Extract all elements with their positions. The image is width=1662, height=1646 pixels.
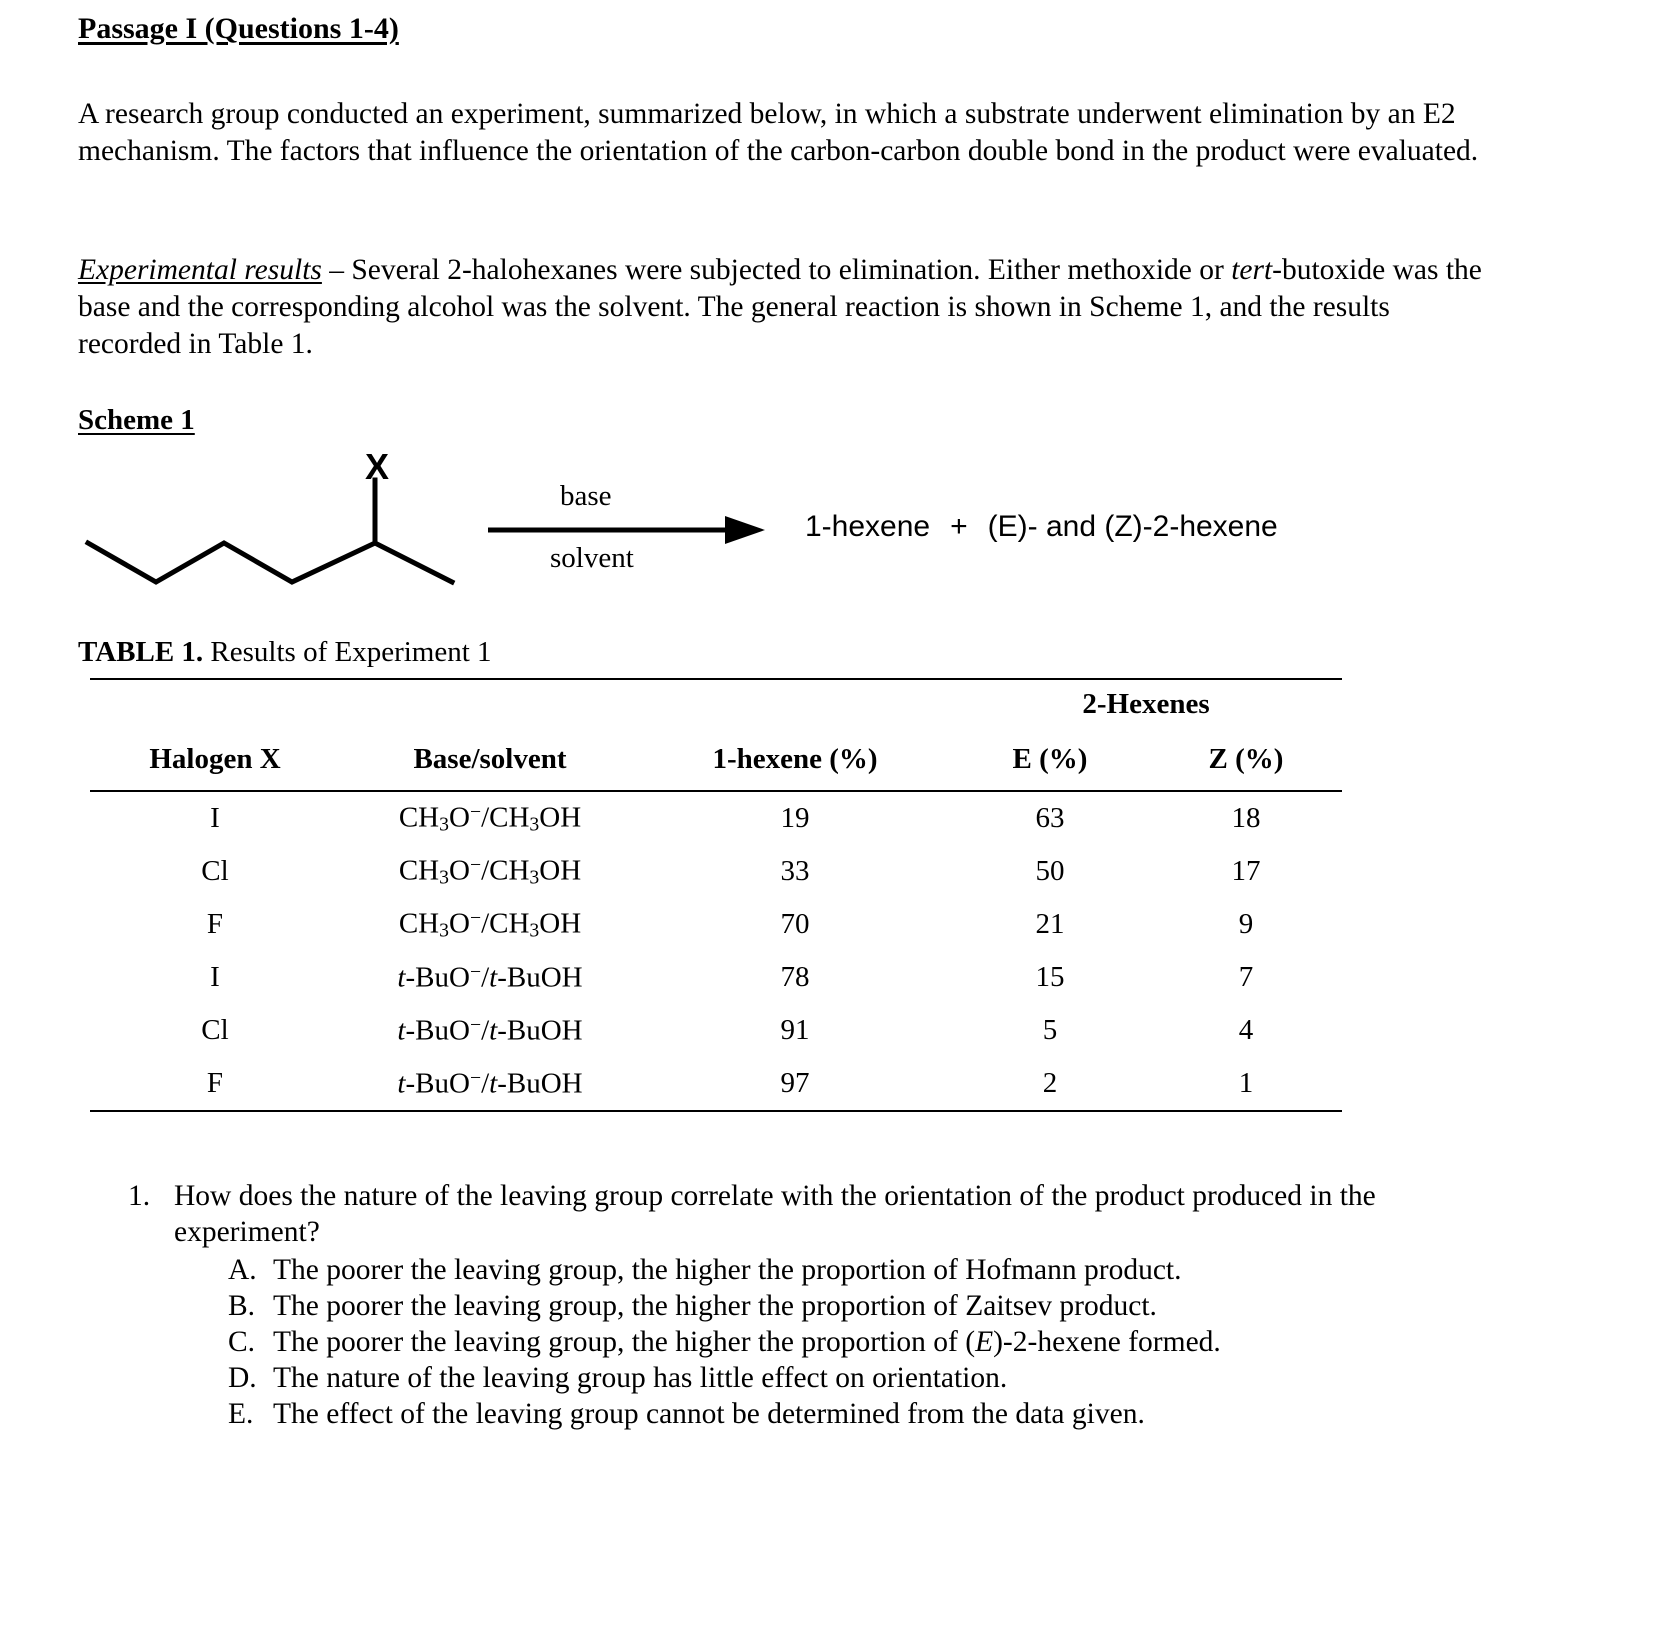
cell-z-pct: 18 — [1231, 802, 1261, 834]
table-body — [90, 791, 1342, 1111]
arrow-base-label: base — [560, 480, 612, 512]
arrow-solvent-label: solvent — [550, 542, 634, 574]
column-header-z-pct: Z (%) — [1150, 728, 1342, 791]
answer-option-text: The poorer the leaving group, the higher the proportion of Hofmann product. — [273, 1254, 1182, 1286]
product-1-hexene: 1-hexene — [805, 510, 931, 543]
table-row — [90, 1057, 1342, 1111]
cell-base-solvent: t-BuO−/t-BuOH — [397, 960, 583, 994]
intro-paragraph: A research group conducted an experiment, summarized below, in which a substrate underwent elimination by an E2 mechanism. The factors that influence the orientation of the carbon-carbon double bond in the product were evaluated. — [78, 98, 1479, 167]
answer-option[interactable] — [228, 1324, 1488, 1360]
group-header-2-hexenes: 2-Hexenes — [950, 679, 1342, 728]
cell-z-pct: 4 — [1238, 1014, 1254, 1046]
cell-1-hexene-pct: 78 — [780, 961, 810, 993]
table-row — [90, 845, 1342, 898]
results-rest-text: butoxide was the base and the corresponding alcohol was the solvent. The general reaction is shown in Scheme 1, and the results recorded in Table 1. — [78, 254, 1482, 360]
scheme-1-figure — [70, 440, 1490, 605]
reaction-arrow — [488, 516, 765, 544]
halogen-x-label: X — [365, 446, 390, 487]
cell-halogen: I — [210, 961, 220, 993]
tert-italic: tert- — [1231, 254, 1282, 286]
experimental-results-paragraph — [78, 252, 1488, 363]
answer-option-letter: D. — [228, 1362, 257, 1394]
table-row — [90, 791, 1342, 845]
column-header-e-pct: E (%) — [950, 728, 1150, 791]
substrate-skeleton — [88, 480, 452, 582]
cell-e-pct: 21 — [1035, 908, 1065, 940]
answer-option-text: The poorer the leaving group, the higher the proportion of (E)-2-hexene formed. — [273, 1326, 1221, 1358]
cell-e-pct: 63 — [1035, 802, 1065, 834]
cell-base-solvent: t-BuO−/t-BuOH — [397, 1013, 583, 1047]
column-header-1-hexene: 1-hexene (%) — [640, 728, 950, 791]
cell-e-pct: 2 — [950, 1057, 1150, 1111]
question-text: How does the nature of the leaving group correlate with the orientation of the product produced in the experiment? — [174, 1180, 1376, 1248]
cell-base-solvent: $CH_3O^-/CH_3OH$ — [398, 800, 582, 836]
table-head — [90, 679, 1342, 791]
table-caption-bold: TABLE 1. — [78, 636, 204, 668]
cell-z-pct: 7 — [1238, 961, 1254, 993]
cell-halogen: Cl — [201, 855, 229, 887]
cell-halogen: F — [90, 1057, 340, 1111]
table-row — [90, 1004, 1342, 1057]
cell-1-hexene-pct: 97 — [640, 1057, 950, 1111]
cell-halogen: F — [206, 908, 224, 940]
table-column-header-row — [90, 728, 1342, 791]
answer-option-letter: A. — [228, 1254, 257, 1286]
question-block — [128, 1178, 1488, 1432]
table-group-header-row — [90, 679, 1342, 728]
table-row — [90, 951, 1342, 1004]
cell-e-pct: 5 — [1042, 1014, 1058, 1046]
table-row — [90, 898, 1342, 951]
question-number: 1. — [128, 1180, 151, 1212]
column-header-base-solvent: Base/solvent — [340, 728, 640, 791]
scheme-title: Scheme 1 — [78, 404, 195, 436]
cell-z-pct: 1 — [1150, 1057, 1342, 1111]
table-caption — [78, 636, 492, 669]
answer-options-list — [228, 1252, 1488, 1432]
column-header-halogen: Halogen X — [90, 728, 340, 791]
cell-base-solvent: $CH_3O^-/CH_3OH$ — [398, 906, 582, 942]
cell-e-pct: 50 — [1035, 855, 1065, 887]
cell-1-hexene-pct: 91 — [780, 1014, 810, 1046]
answer-option[interactable] — [228, 1396, 1488, 1432]
page-title: Passage I (Questions 1-4) — [78, 12, 399, 45]
cell-halogen: Cl — [201, 1014, 229, 1046]
answer-option-letter: C. — [228, 1326, 256, 1358]
experimental-results-label: Experimental results — [78, 254, 322, 286]
product-2-hexenes: (E)- and (Z)-2-hexene — [987, 510, 1278, 543]
products-text — [805, 510, 1278, 544]
answer-option[interactable] — [228, 1252, 1488, 1288]
answer-option-letter: B. — [228, 1290, 256, 1322]
answer-option-letter: E. — [228, 1398, 254, 1430]
cell-z-pct: 9 — [1238, 908, 1254, 940]
answer-option[interactable] — [228, 1360, 1488, 1396]
results-dash-text: – Several 2-halohexanes were subjected to elimination. Either methoxide or — [321, 254, 1232, 286]
cell-e-pct: 15 — [1035, 961, 1065, 993]
cell-base-solvent: $CH_3O^-/CH_3OH$ — [398, 853, 582, 889]
answer-option[interactable] — [228, 1288, 1488, 1324]
cell-1-hexene-pct: 70 — [780, 908, 810, 940]
cell-base-solvent: t-BuO−/t-BuOH — [340, 1057, 640, 1111]
cell-1-hexene-pct: 19 — [780, 802, 810, 834]
cell-halogen: I — [210, 802, 220, 834]
table-caption-rest: Results of Experiment 1 — [203, 636, 492, 668]
question-row — [128, 1178, 1488, 1250]
answer-option-text: The nature of the leaving group has little effect on orientation. — [273, 1362, 1008, 1394]
results-table — [90, 678, 1342, 1112]
answer-option-text: The effect of the leaving group cannot be determined from the data given. — [273, 1398, 1145, 1430]
answer-option-text: The poorer the leaving group, the higher the proportion of Zaitsev product. — [273, 1290, 1157, 1322]
cell-1-hexene-pct: 33 — [780, 855, 810, 887]
cell-z-pct: 17 — [1231, 855, 1261, 887]
product-plus-sign: + — [950, 510, 968, 543]
